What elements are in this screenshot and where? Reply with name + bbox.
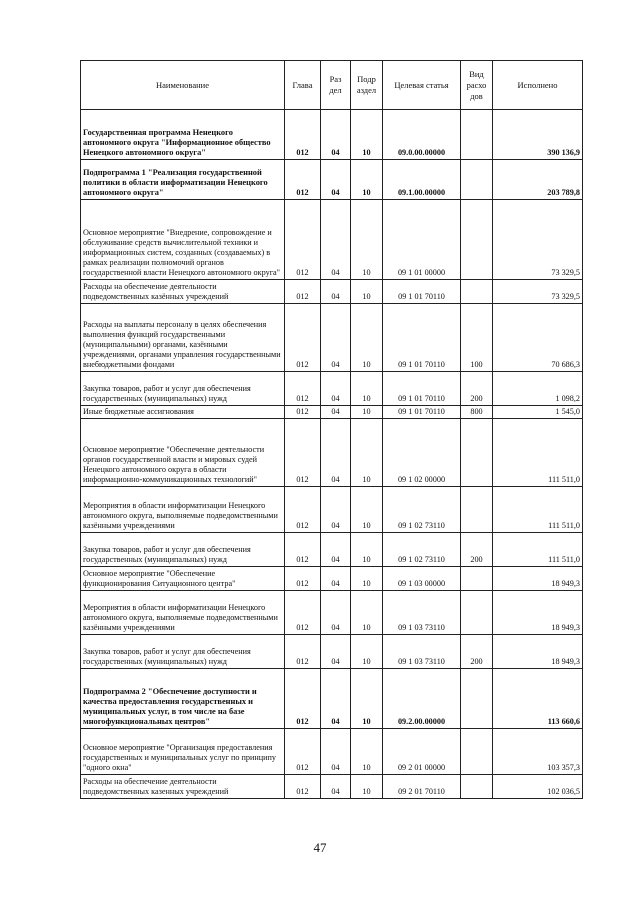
row-chapter-cell: 012 xyxy=(285,160,321,200)
row-chapter-cell: 012 xyxy=(285,775,321,799)
row-amount-cell: 390 136,9 xyxy=(493,110,583,160)
row-name-cell: Закупка товаров, работ и услуг для обеспечения государственных (муниципальных) нужд xyxy=(81,635,285,669)
row-target-cell: 09 1 03 73110 xyxy=(383,635,461,669)
row-name-cell: Государственная программа Ненецкого автономного округа "Информационное общество Ненецкого автономного округа" xyxy=(81,110,285,160)
header-row xyxy=(81,61,583,110)
row-subsection-cell: 10 xyxy=(351,200,383,280)
row-section-cell: 04 xyxy=(321,533,351,567)
row-expense-type-cell xyxy=(461,160,493,200)
row-section-cell: 04 xyxy=(321,591,351,635)
row-amount-cell: 102 036,5 xyxy=(493,775,583,799)
row-target-cell: 09 1 01 70110 xyxy=(383,280,461,304)
row-target-cell: 09 1 03 00000 xyxy=(383,567,461,591)
row-expense-type-cell: 200 xyxy=(461,372,493,406)
table-row xyxy=(81,110,583,160)
header-chapter: Глава xyxy=(285,61,321,110)
row-subsection-cell: 10 xyxy=(351,304,383,372)
row-target-cell: 09 1 01 70110 xyxy=(383,406,461,419)
row-subsection-cell: 10 xyxy=(351,775,383,799)
row-name-cell: Подпрограмма 1 "Реализация государственной политики в области информатизации Ненецкого автономного округа" xyxy=(81,160,285,200)
row-expense-type-cell xyxy=(461,775,493,799)
row-expense-type-cell: 200 xyxy=(461,533,493,567)
row-subsection-cell: 10 xyxy=(351,487,383,533)
row-chapter-cell: 012 xyxy=(285,110,321,160)
row-name-cell: Расходы на выплаты персоналу в целях обеспечения выполнения функций государственными (муниципальными) органами, казёнными учреждениями, органами управления государственными внебюджетными фондами xyxy=(81,304,285,372)
table-row xyxy=(81,419,583,487)
row-name-cell: Мероприятия в области информатизации Ненецкого автономного округа, выполняемые подведомственными казёнными учреждениями xyxy=(81,487,285,533)
row-target-cell: 09 2 01 00000 xyxy=(383,729,461,775)
row-chapter-cell: 012 xyxy=(285,406,321,419)
row-subsection-cell: 10 xyxy=(351,419,383,487)
row-amount-cell: 18 949,3 xyxy=(493,567,583,591)
row-amount-cell: 1 545,0 xyxy=(493,406,583,419)
row-name-cell: Закупка товаров, работ и услуг для обеспечения государственных (муниципальных) нужд xyxy=(81,533,285,567)
table-row xyxy=(81,487,583,533)
row-subsection-cell: 10 xyxy=(351,669,383,729)
table-row xyxy=(81,406,583,419)
row-target-cell: 09.2.00.00000 xyxy=(383,669,461,729)
row-expense-type-cell xyxy=(461,280,493,304)
row-name-cell: Основное мероприятие "Организация предоставления государственных и муниципальных услуг по принципу "одного окна" xyxy=(81,729,285,775)
row-expense-type-cell: 100 xyxy=(461,304,493,372)
row-chapter-cell: 012 xyxy=(285,304,321,372)
row-target-cell: 09.0.00.00000 xyxy=(383,110,461,160)
row-expense-type-cell xyxy=(461,487,493,533)
row-target-cell: 09 1 01 70110 xyxy=(383,372,461,406)
row-chapter-cell: 012 xyxy=(285,372,321,406)
row-target-cell: 09.1.00.00000 xyxy=(383,160,461,200)
row-subsection-cell: 10 xyxy=(351,729,383,775)
row-name-cell: Подпрограмма 2 "Обеспечение доступности и качества предоставления государственных и муниципальных услуг, в том числе на базе многофункциональных центров" xyxy=(81,669,285,729)
row-subsection-cell: 10 xyxy=(351,160,383,200)
row-section-cell: 04 xyxy=(321,729,351,775)
row-amount-cell: 113 660,6 xyxy=(493,669,583,729)
row-target-cell: 09 1 02 73110 xyxy=(383,533,461,567)
row-section-cell: 04 xyxy=(321,419,351,487)
row-expense-type-cell xyxy=(461,110,493,160)
table-row xyxy=(81,635,583,669)
row-section-cell: 04 xyxy=(321,200,351,280)
table-row xyxy=(81,669,583,729)
row-amount-cell: 111 511,0 xyxy=(493,487,583,533)
row-target-cell: 09 1 03 73110 xyxy=(383,591,461,635)
row-subsection-cell: 10 xyxy=(351,406,383,419)
row-amount-cell: 1 098,2 xyxy=(493,372,583,406)
table-row xyxy=(81,567,583,591)
row-section-cell: 04 xyxy=(321,304,351,372)
row-subsection-cell: 10 xyxy=(351,533,383,567)
header-name: Наименование xyxy=(81,61,285,110)
row-section-cell: 04 xyxy=(321,406,351,419)
row-chapter-cell: 012 xyxy=(285,280,321,304)
header-subsection: Подр аздел xyxy=(351,61,383,110)
row-chapter-cell: 012 xyxy=(285,729,321,775)
row-chapter-cell: 012 xyxy=(285,487,321,533)
row-target-cell: 09 1 02 00000 xyxy=(383,419,461,487)
row-name-cell: Расходы на обеспечение деятельности подведомственных казённых учреждений xyxy=(81,280,285,304)
table-row xyxy=(81,533,583,567)
row-chapter-cell: 012 xyxy=(285,567,321,591)
row-amount-cell: 111 511,0 xyxy=(493,533,583,567)
row-name-cell: Расходы на обеспечение деятельности подведомственных казенных учреждений xyxy=(81,775,285,799)
row-amount-cell: 73 329,5 xyxy=(493,280,583,304)
header-executed: Исполнено xyxy=(493,61,583,110)
row-section-cell: 04 xyxy=(321,635,351,669)
row-section-cell: 04 xyxy=(321,775,351,799)
row-section-cell: 04 xyxy=(321,280,351,304)
page-number: 47 xyxy=(313,840,327,855)
row-name-cell: Основное мероприятие "Обеспечение функционирования Ситуационного центра" xyxy=(81,567,285,591)
row-subsection-cell: 10 xyxy=(351,635,383,669)
row-chapter-cell: 012 xyxy=(285,533,321,567)
header-expense-type: Вид расхо дов xyxy=(461,61,493,110)
row-section-cell: 04 xyxy=(321,567,351,591)
row-target-cell: 09 2 01 70110 xyxy=(383,775,461,799)
table-row xyxy=(81,591,583,635)
row-section-cell: 04 xyxy=(321,110,351,160)
header-target: Целевая статья xyxy=(383,61,461,110)
table-row xyxy=(81,160,583,200)
row-subsection-cell: 10 xyxy=(351,567,383,591)
row-chapter-cell: 012 xyxy=(285,591,321,635)
table-row xyxy=(81,304,583,372)
row-subsection-cell: 10 xyxy=(351,110,383,160)
row-subsection-cell: 10 xyxy=(351,372,383,406)
table-row xyxy=(81,280,583,304)
row-expense-type-cell xyxy=(461,669,493,729)
row-name-cell: Основное мероприятие "Внедрение, сопровождение и обслуживание средств вычислительной техники и информационных систем, созданных (создаваемых) в рамках реализации полномочий органов государственной власти Ненецкого автономного округа" xyxy=(81,200,285,280)
row-target-cell: 09 1 02 73110 xyxy=(383,487,461,533)
row-chapter-cell: 012 xyxy=(285,635,321,669)
row-amount-cell: 111 511,0 xyxy=(493,419,583,487)
row-target-cell: 09 1 01 70110 xyxy=(383,304,461,372)
row-expense-type-cell xyxy=(461,591,493,635)
row-amount-cell: 103 357,3 xyxy=(493,729,583,775)
row-subsection-cell: 10 xyxy=(351,591,383,635)
row-name-cell: Закупка товаров, работ и услуг для обеспечения государственных (муниципальных) нужд xyxy=(81,372,285,406)
row-section-cell: 04 xyxy=(321,160,351,200)
table-row xyxy=(81,372,583,406)
row-section-cell: 04 xyxy=(321,487,351,533)
table-body xyxy=(81,110,583,799)
row-chapter-cell: 012 xyxy=(285,200,321,280)
row-expense-type-cell xyxy=(461,567,493,591)
row-expense-type-cell: 800 xyxy=(461,406,493,419)
budget-table xyxy=(80,60,583,799)
row-amount-cell: 18 949,3 xyxy=(493,635,583,669)
row-expense-type-cell xyxy=(461,200,493,280)
row-name-cell: Мероприятия в области информатизации Ненецкого автономного округа, выполняемые подведомственными казёнными учреждениями xyxy=(81,591,285,635)
row-chapter-cell: 012 xyxy=(285,669,321,729)
row-target-cell: 09 1 01 00000 xyxy=(383,200,461,280)
row-name-cell: Основное мероприятие "Обеспечение деятельности органов государственной власти и мировых судей Ненецкого автономного округа в области информационно-коммуникационных технологий" xyxy=(81,419,285,487)
row-section-cell: 04 xyxy=(321,372,351,406)
header-section: Раз дел xyxy=(321,61,351,110)
row-amount-cell: 203 789,8 xyxy=(493,160,583,200)
row-chapter-cell: 012 xyxy=(285,419,321,487)
row-subsection-cell: 10 xyxy=(351,280,383,304)
row-section-cell: 04 xyxy=(321,669,351,729)
row-name-cell: Иные бюджетные ассигнования xyxy=(81,406,285,419)
table-row xyxy=(81,775,583,799)
row-expense-type-cell: 200 xyxy=(461,635,493,669)
row-expense-type-cell xyxy=(461,729,493,775)
row-amount-cell: 70 686,3 xyxy=(493,304,583,372)
row-amount-cell: 73 329,5 xyxy=(493,200,583,280)
row-expense-type-cell xyxy=(461,419,493,487)
table-row xyxy=(81,729,583,775)
row-amount-cell: 18 949,3 xyxy=(493,591,583,635)
table-row xyxy=(81,200,583,280)
